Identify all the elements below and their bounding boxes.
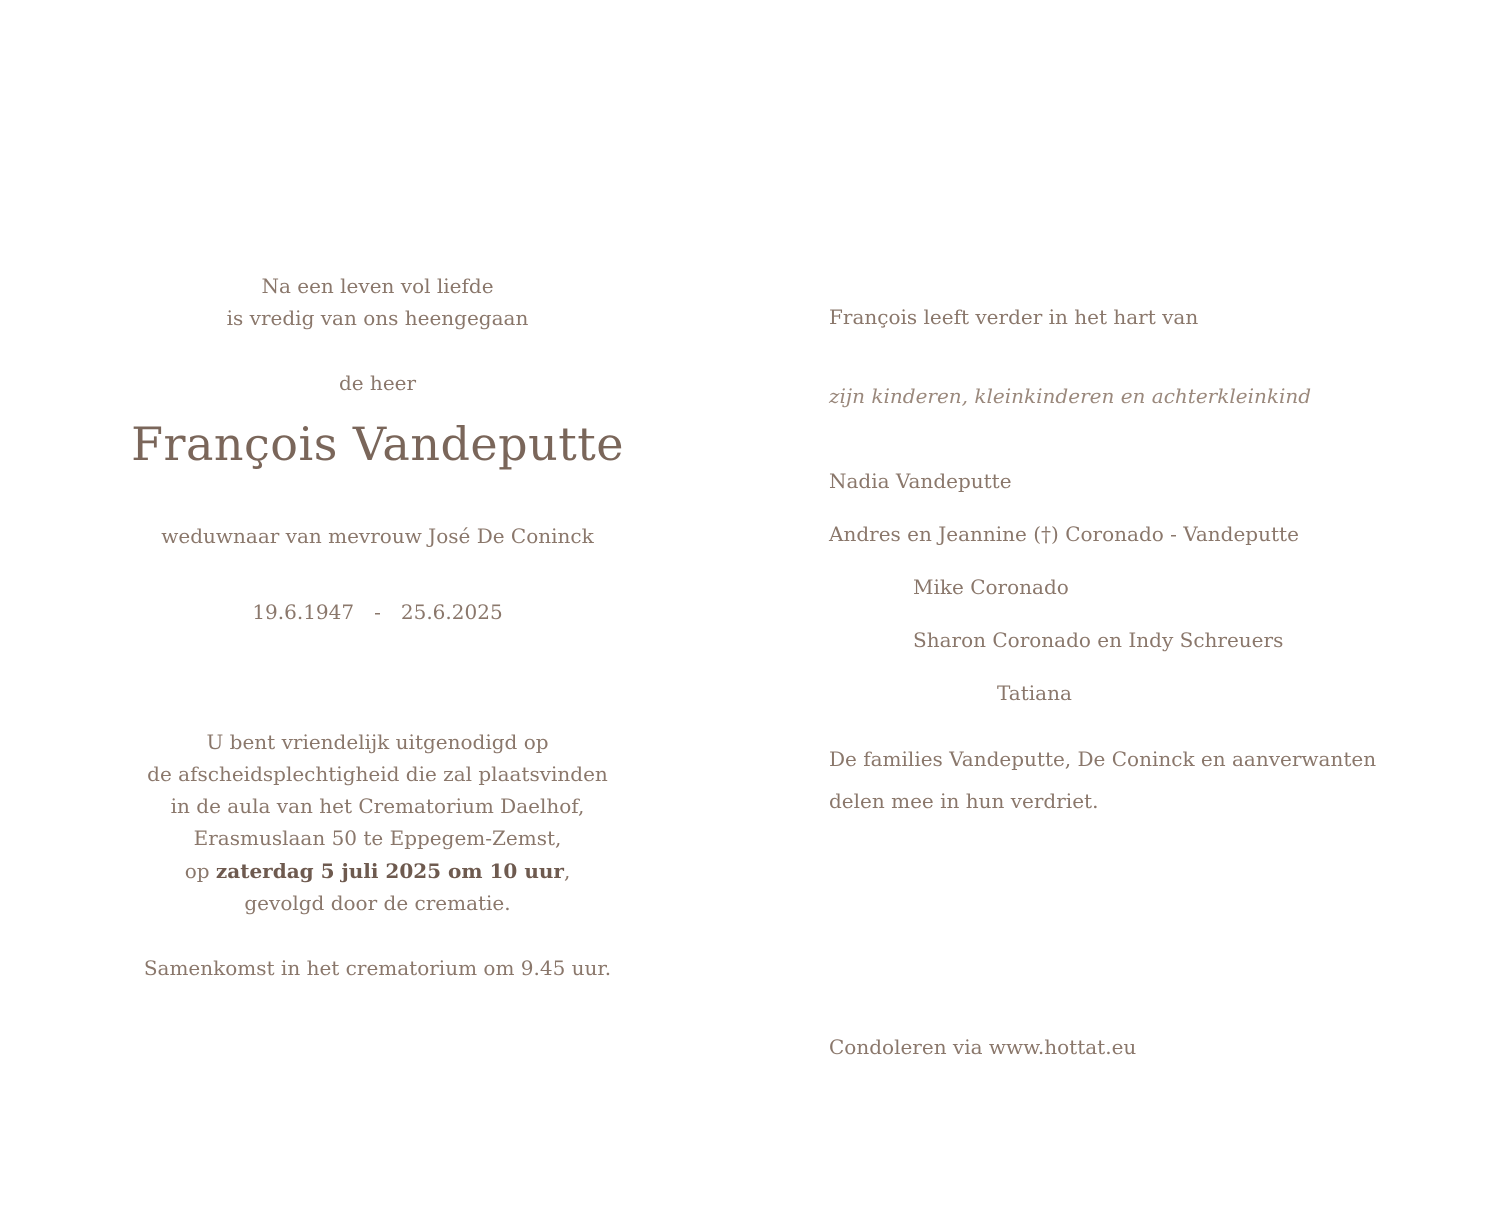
death-date: 25.6.2025 <box>400 600 503 624</box>
condolence-line: Condoleren via www.hottat.eu <box>829 1035 1137 1059</box>
invitation-line-6: gevolgd door de crematie. <box>244 891 511 915</box>
relative-item: Mike Coronado <box>913 575 1069 599</box>
right-panel <box>829 0 1469 1214</box>
invitation-line-2: de afscheidsplechtigheid die zal plaatsvinden <box>147 762 608 786</box>
invitation-suffix: , <box>563 859 571 883</box>
life-dates <box>0 596 755 628</box>
intro-line-2: is vredig van ons heengegaan <box>226 306 529 330</box>
invitation-line-4: Erasmuslaan 50 te Eppegem-Zemst, <box>193 826 562 850</box>
invitation-line-3: in de aula van het Crematorium Daelhof, <box>170 794 585 818</box>
ceremony-datetime: zaterdag 5 juli 2025 om 10 uur <box>215 859 564 883</box>
invitation-line-5 <box>0 855 755 887</box>
family-italic-line: zijn kinderen, kleinkinderen en achterkleinkind <box>829 384 1312 408</box>
widower-line: weduwnaar van mevrouw José De Coninck <box>161 524 594 548</box>
invitation-prefix: op <box>184 859 216 883</box>
deceased-name: François Vandeputte <box>131 417 624 471</box>
heart-line: François leeft verder in het hart van <box>829 305 1199 329</box>
intro-line-1: Na een leven vol liefde <box>261 274 494 298</box>
gathering-line: Samenkomst in het crematorium om 9.45 uur. <box>143 956 612 980</box>
date-separator: - <box>374 600 381 624</box>
relative-item: Andres en Jeannine (†) Coronado - Vandeputte <box>829 522 1299 546</box>
families-line-1: De families Vandeputte, De Coninck en aanverwanten <box>829 747 1377 771</box>
birth-date: 19.6.1947 <box>252 600 355 624</box>
families-line-2: delen mee in hun verdriet. <box>829 789 1099 813</box>
relative-item: Tatiana <box>997 681 1072 705</box>
relative-item: Nadia Vandeputte <box>829 469 1012 493</box>
relative-item: Sharon Coronado en Indy Schreuers <box>913 628 1284 652</box>
honorific: de heer <box>338 371 417 395</box>
invitation-line-1: U bent vriendelijk uitgenodigd op <box>206 730 549 754</box>
